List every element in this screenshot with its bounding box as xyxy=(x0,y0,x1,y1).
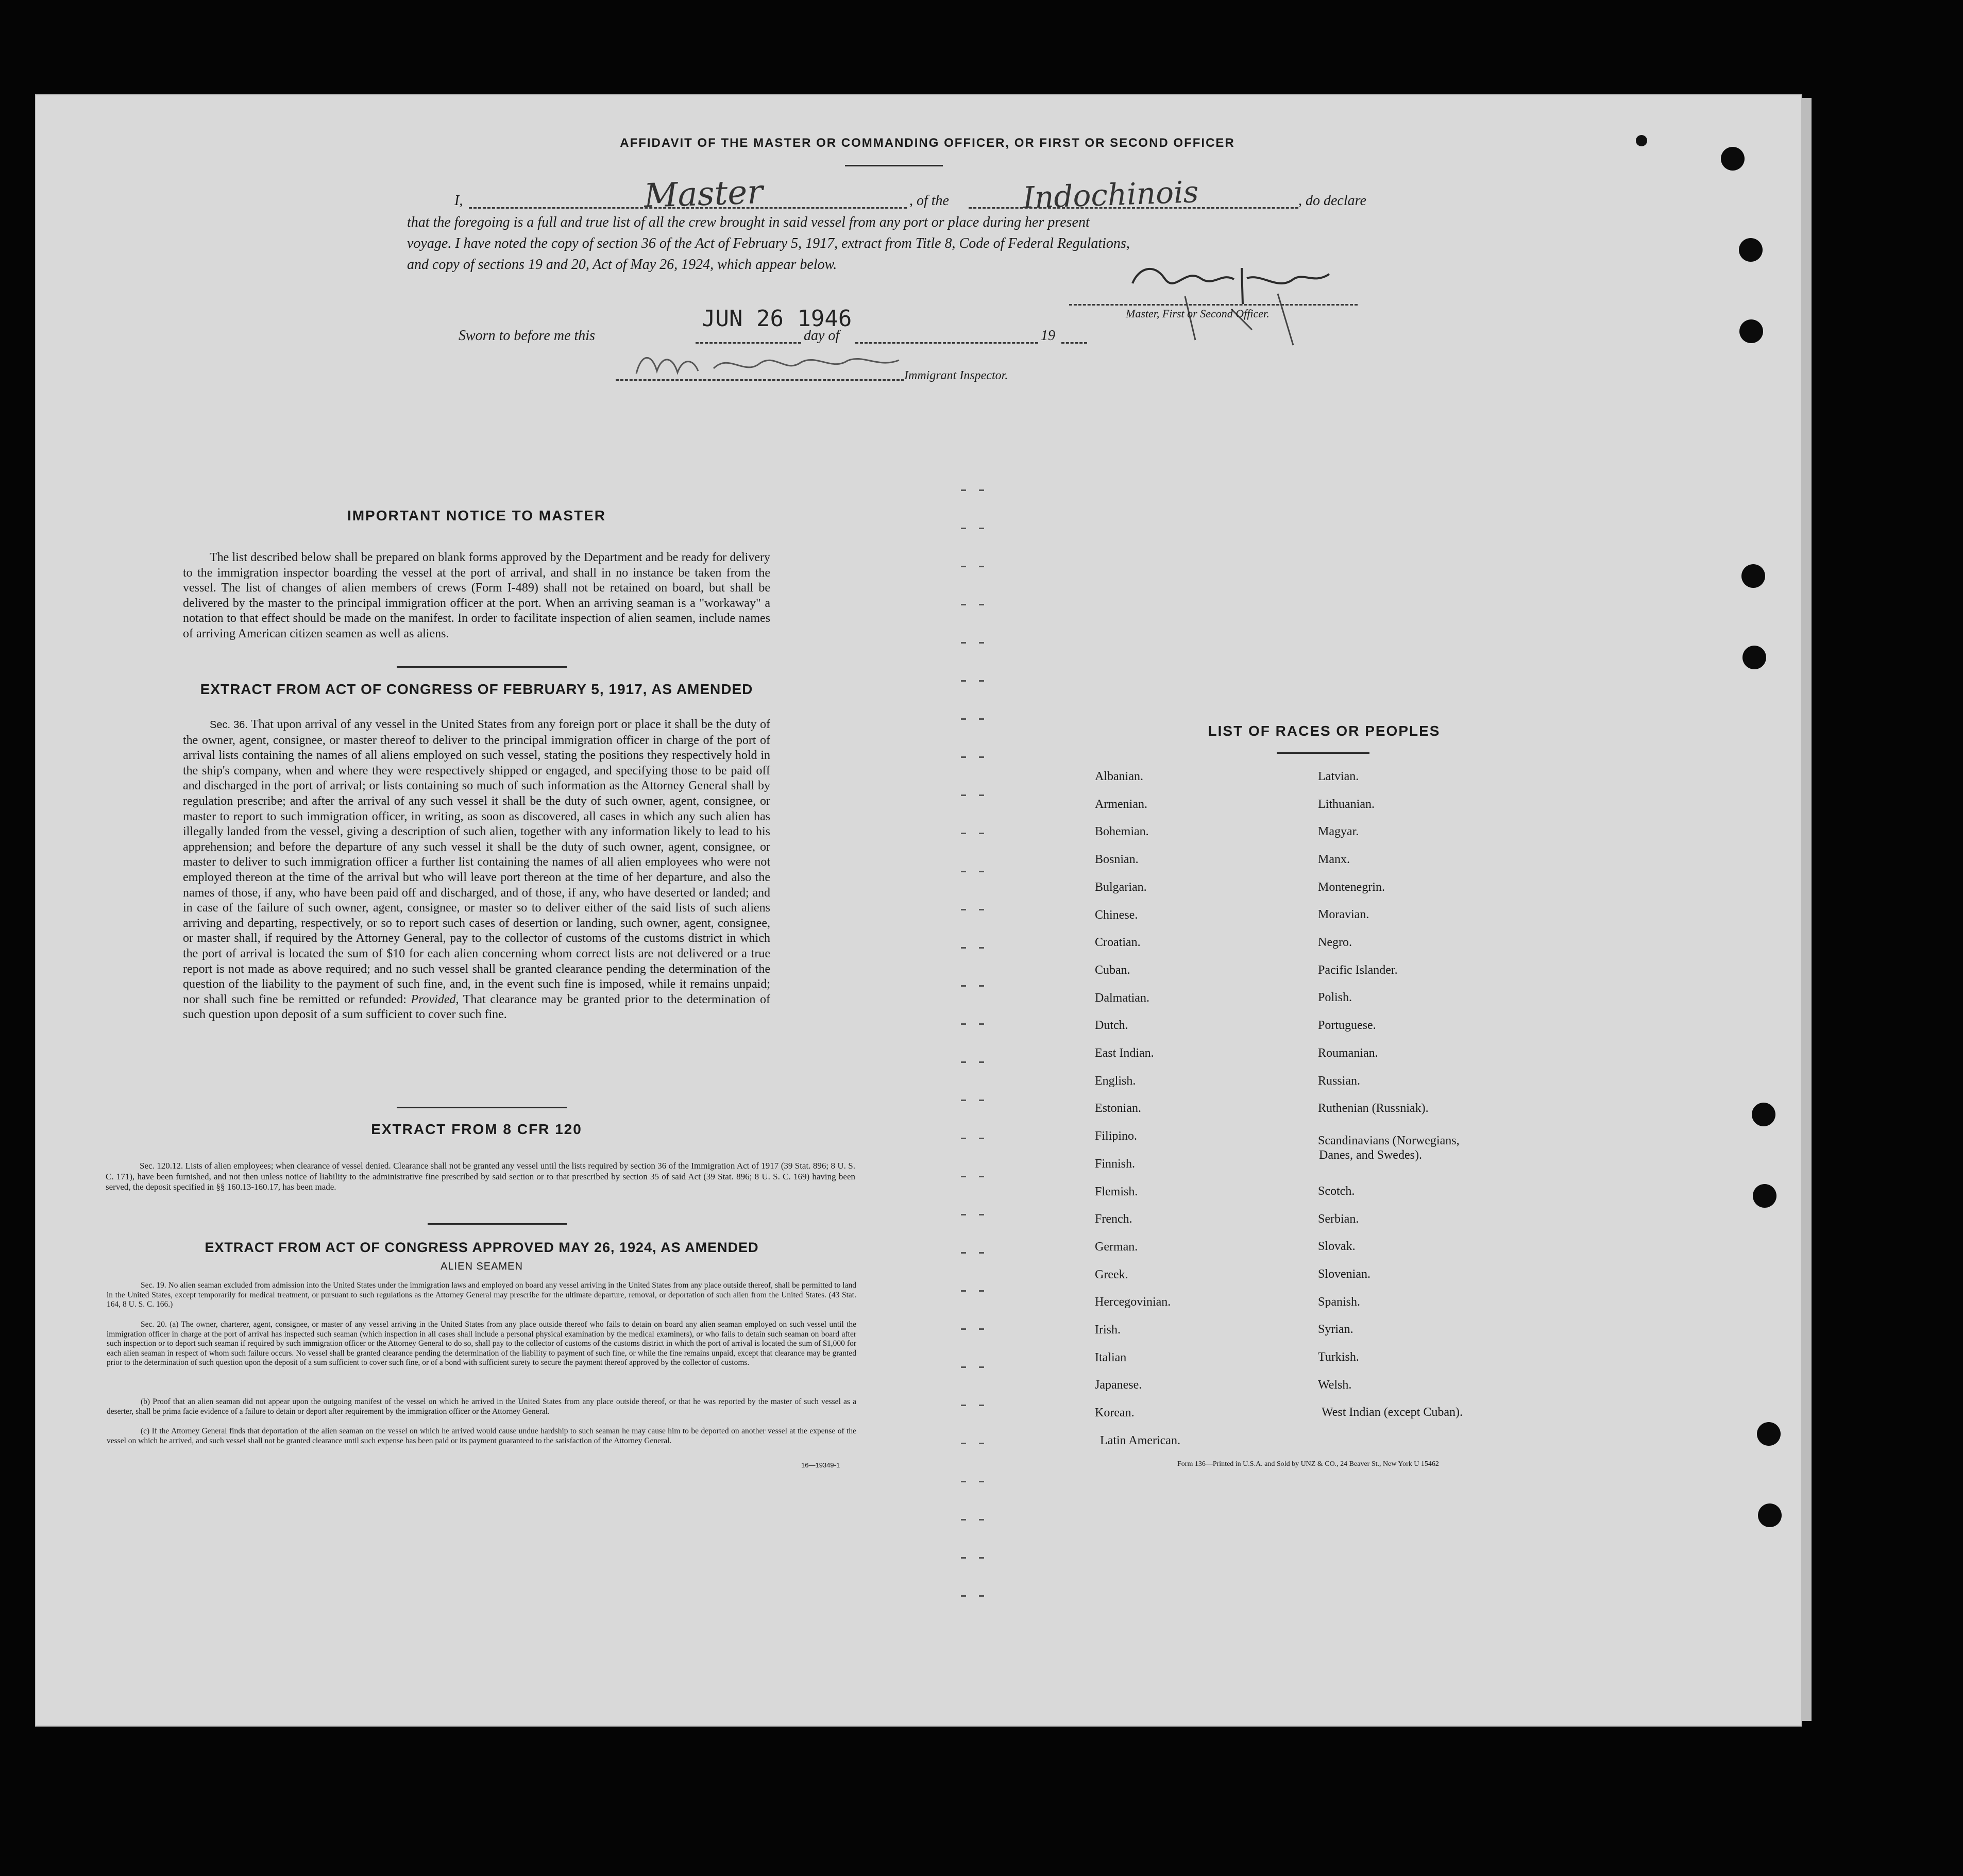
grid-dash xyxy=(961,756,966,758)
sec-20a-text: Sec. 20. (a) The owner, charterer, agent, consignee, or master of any vessel arriving in the United States from any place outside thereof who fails to detain on board any alien seaman employed on such vessel until the immigration officer in charge at the port of arrival has inspected such seaman (which inspection in all cases shall include a personal physical examination by the medical examiners), or who fails to detain such seaman on board after such inspection or to deport such seaman if required by such immigration officer or the Attorney General to do so, shall pay to the collector of customs of the customs district in which the port of arrival is located the sum of $1,000 for each alien seaman in respect of whom such failure occurs. No vessel shall be granted clearance pending the determination of the liability to payment of such fine, or while the fine remains unpaid, except that clearance may be granted prior to the determination of such question upon the deposit of a sum sufficient to cover such fine, or of a bond with sufficient surety to secure the payment thereof approved by the collector of customs. xyxy=(107,1320,856,1367)
grid-dash xyxy=(979,871,984,872)
section-rule xyxy=(397,1107,567,1108)
race-item: Ruthenian (Russniak). xyxy=(1318,1102,1429,1115)
grid-dash xyxy=(979,756,984,758)
race-item: French. xyxy=(1095,1212,1132,1226)
section-rule xyxy=(397,666,567,668)
grid-dash xyxy=(961,1138,966,1139)
grid-dash xyxy=(979,1366,984,1368)
grid-dash xyxy=(979,528,984,529)
officer-signature-label: Master, First or Second Officer. xyxy=(1126,307,1270,320)
grid-dash xyxy=(961,1443,966,1444)
grid-dash xyxy=(979,947,984,949)
form-number: 16—19349-1 xyxy=(801,1461,840,1469)
vessel-name-handwriting: Indochinois xyxy=(1022,174,1199,215)
race-item: Danes, and Swedes). xyxy=(1319,1148,1422,1162)
year-label: 19 xyxy=(1041,328,1055,344)
notice-text: The list described below shall be prepared on blank forms approved by the Department and be ready for delivery to the immigration inspector boarding the vessel at the port of arrival, and shall in no instance be taken from the vessel. The list of changes of alien members of crews (Form I-489) shall not be retained on board, but shall be delivered by the master to the principal immigration officer at the port. When an arriving seaman is a "workaway" a notation to that effect should be made on the manifest. In order to facilitate inspection of alien seamen, include names of arriving American citizen seamen as well as aliens. xyxy=(183,551,770,640)
sec-36-label: Sec. 36. xyxy=(210,719,248,731)
grid-dash xyxy=(961,1290,966,1292)
punch-hole xyxy=(1721,147,1745,171)
race-item: Filipino. xyxy=(1095,1129,1138,1143)
race-item: West Indian (except Cuban). xyxy=(1322,1406,1463,1419)
grid-dash xyxy=(979,833,984,834)
grid-dash xyxy=(979,1252,984,1254)
extract-cfr-title: EXTRACT FROM 8 CFR 120 xyxy=(371,1121,582,1137)
race-item: Russian. xyxy=(1318,1074,1361,1088)
grid-dash xyxy=(961,909,966,910)
race-item: Chinese. xyxy=(1095,908,1138,922)
statement-line-1: that the foregoing is a full and true list of all the crew brought in said vessel from any port or place during her present xyxy=(407,214,1090,230)
grid-dash xyxy=(961,947,966,949)
grid-dash xyxy=(961,1557,966,1559)
title-rule xyxy=(845,165,943,166)
race-item: Bosnian. xyxy=(1095,853,1139,867)
race-item: Montenegrin. xyxy=(1318,881,1385,894)
day-line xyxy=(696,342,801,344)
race-item: Irish. xyxy=(1095,1323,1121,1337)
race-item: Lithuanian. xyxy=(1318,798,1375,811)
punch-hole xyxy=(1753,1184,1776,1208)
race-item: Japanese. xyxy=(1095,1378,1142,1392)
printer-note: Form 136—Printed in U.S.A. and Sold by UNZ & CO., 24 Beaver St., New York U 15462 xyxy=(1177,1460,1439,1468)
race-item: Armenian. xyxy=(1095,797,1147,811)
race-item: Portuguese. xyxy=(1318,1019,1376,1032)
grid-dash xyxy=(979,604,984,605)
section-rule xyxy=(428,1223,567,1225)
sec-36-body: That upon arrival of any vessel in the United States from any foreign port or place it shall be the duty of the owner, agent, consignee, or master thereof to deliver to the principal immigration officer in charge of the port of arrival lists containing the names of all aliens employed on such vessel, stating the positions they respectively hold in the ship's company, when and where they were respectively shipped or engaged, and specifying those to be paid off and discharged in the port of arrival; or lists containing so much of such information as the Attorney General shall by regulation prescribe; and after the arrival of any such vessel it shall be the duty of such owner, agent, consignee, or master to report to such immigration officer, in writing, as soon as discovered, all cases in which any such alien has illegally landed from the vessel, giving a description of such alien, together with any information likely to lead to his apprehension; and before the departure of any such vessel it shall be the duty of such owner, agent, consignee, or master to deliver to such immigration officer a further list containing the names of all alien employees who were not employed thereon at the time of the arrival but who will leave port thereon at the time of her departure, and also the names of those, if any, who have been paid off and discharged, and of those, if any, who have deserted or landed; and in case of the failure of such owner, agent, consignee, or master so to deliver either of the said lists of such aliens arriving and departing, respectively, or so to report such cases of desertion or landing, such owner, agent, consignee, or master shall, if required by the Attorney General, pay to the collector of customs of the customs district in which the port of arrival is located the sum of $10 for each alien concerning whom correct lists are not delivered or a true report is not made as above required; and no such vessel shall be granted clearance pending the determination of the question of the liability to the payment of such fine, and, in the event such fine is imposed, while it remains unpaid; nor shall such fine be remitted or refunded: xyxy=(183,718,770,1006)
grid-dash xyxy=(979,1023,984,1025)
race-item: Serbian. xyxy=(1318,1212,1359,1226)
grid-dash xyxy=(961,680,966,682)
grid-dash xyxy=(979,1443,984,1444)
race-item: Spanish. xyxy=(1318,1295,1361,1309)
punch-hole xyxy=(1741,564,1765,588)
race-item: Latvian. xyxy=(1318,770,1359,783)
grid-dash xyxy=(979,1290,984,1292)
grid-dash xyxy=(979,1100,984,1101)
master-name-handwriting: Master xyxy=(643,173,764,216)
grid-dash xyxy=(979,680,984,682)
race-item: Slovenian. xyxy=(1318,1267,1370,1281)
race-item: Hercegovinian. xyxy=(1095,1295,1171,1309)
inspector-signature-line xyxy=(616,379,904,381)
grid-dash xyxy=(961,1214,966,1215)
year-line xyxy=(1061,342,1087,344)
race-item: Italian xyxy=(1095,1350,1127,1364)
race-item: German. xyxy=(1095,1240,1138,1254)
notice-title: IMPORTANT NOTICE TO MASTER xyxy=(347,508,606,523)
sec-20c-text: (c) If the Attorney General finds that deportation of the alien seaman on the vessel on which he arrived would cause undue hardship to such seaman he may cause him to be deported on another vessel at the expense of the vessel on which he arrived, and such vessel shall not be granted clearance until such expense has been paid or its payment guaranteed to the satisfaction of the Attorney General. xyxy=(107,1427,856,1445)
day-of-label: day of xyxy=(804,328,840,344)
grid-dash xyxy=(979,1214,984,1215)
grid-dash xyxy=(979,1138,984,1139)
race-item: Croatian. xyxy=(1095,936,1141,950)
officer-signature-line xyxy=(1069,304,1358,306)
race-item: Estonian. xyxy=(1095,1102,1141,1116)
statement-line-2: voyage. I have noted the copy of section 36 of the Act of February 5, 1917, extract from Title 8, Code of Federal Regulations, xyxy=(407,235,1130,251)
race-item: Dalmatian. xyxy=(1095,991,1149,1005)
races-title: LIST OF RACES OR PEOPLES xyxy=(1208,723,1441,739)
grid-dash xyxy=(961,642,966,644)
grid-dash xyxy=(961,1061,966,1063)
month-line xyxy=(855,342,1038,344)
race-item: Greek. xyxy=(1095,1267,1128,1281)
grid-dash xyxy=(979,1405,984,1406)
grid-dash xyxy=(961,1176,966,1177)
extract-cfr-text: Sec. 120.12. Lists of alien employees; when clearance of vessel denied. Clearance shall not be granted any vessel until the lists required by section 36 of the Immigration Act of 1917 (39 Stat. 896; 8 U. S. C. 171), have been furnished, and not then unless notice of liability to the administrative fine prescribed by said section or to that prescribed by section 35 of said Act (39 Stat. 896; 8 U. S. C. 169) having been served, the deposit specified in §§ 160.13-160.17, has been made. xyxy=(106,1161,855,1192)
grid-dash xyxy=(961,1328,966,1330)
ink-spot xyxy=(1636,135,1647,146)
race-item: Flemish. xyxy=(1095,1185,1138,1198)
race-item: Korean. xyxy=(1095,1406,1135,1420)
statement-line-3: and copy of sections 19 and 20, Act of May 26, 1924, which appear below. xyxy=(407,257,837,273)
of-the-label: , of the xyxy=(909,193,949,209)
grid-dash xyxy=(979,1176,984,1177)
grid-dash xyxy=(979,1481,984,1482)
race-item: Roumanian. xyxy=(1318,1046,1378,1060)
grid-dash xyxy=(961,1023,966,1025)
grid-dash xyxy=(979,1595,984,1597)
grid-dash xyxy=(961,489,966,491)
inspector-signature xyxy=(631,348,920,384)
race-item: Slovak. xyxy=(1318,1240,1356,1253)
affidavit-title: AFFIDAVIT OF THE MASTER OR COMMANDING OFFICER, OR FIRST OR SECOND OFFICER xyxy=(620,136,1235,150)
race-item: Turkish. xyxy=(1318,1350,1359,1364)
race-item: Albanian. xyxy=(1095,770,1143,783)
grid-dash xyxy=(979,489,984,491)
extract-1917-text xyxy=(183,717,770,1023)
grid-dash xyxy=(961,528,966,529)
grid-dash xyxy=(961,718,966,720)
sworn-label: Sworn to before me this xyxy=(459,328,595,344)
grid-dash xyxy=(979,795,984,796)
race-item: Latin American. xyxy=(1100,1433,1180,1447)
grid-dash xyxy=(961,566,966,567)
grid-dash xyxy=(979,909,984,910)
inspector-label: Immigrant Inspector. xyxy=(904,369,1008,382)
grid-dash xyxy=(979,642,984,644)
punch-hole xyxy=(1758,1503,1782,1527)
race-item: Welsh. xyxy=(1318,1378,1352,1392)
do-declare-label: , do declare xyxy=(1298,193,1366,209)
punch-hole xyxy=(1742,646,1766,669)
sheet-edge xyxy=(1802,98,1812,1721)
race-item: Manx. xyxy=(1318,853,1350,866)
grid-dash xyxy=(961,1481,966,1482)
grid-dash xyxy=(961,1366,966,1368)
sec-19-text: Sec. 19. No alien seaman excluded from admission into the United States under the immigration laws and employed on board any vessel arriving in the United States from any place outside thereof, shall be permitted to land in the United States, except temporarily for medical treatment, or pursuant to such regulations as the Attorney General may prescribe for the ultimate departure, removal, or deportation of such alien from the United States. (43 Stat. 164, 8 U. S. C. 166.) xyxy=(107,1281,856,1309)
race-item: Scotch. xyxy=(1318,1185,1355,1198)
proviso-label: Provided, xyxy=(411,992,459,1006)
race-item: Pacific Islander. xyxy=(1318,964,1398,977)
race-item: Negro. xyxy=(1318,936,1352,949)
grid-dash xyxy=(961,1405,966,1406)
proviso-text: That clearance may be granted prior to the determination of such question upon deposit of a sum sufficient to cover such fine. xyxy=(183,992,770,1022)
race-item: Syrian. xyxy=(1318,1323,1353,1336)
officer-signature xyxy=(1123,247,1340,366)
punch-hole xyxy=(1739,319,1763,343)
race-item: Finnish. xyxy=(1095,1157,1136,1171)
grid-dash xyxy=(979,1557,984,1559)
punch-hole xyxy=(1752,1103,1775,1126)
grid-dash xyxy=(979,1061,984,1063)
grid-dash xyxy=(979,718,984,720)
race-item: English. xyxy=(1095,1074,1136,1088)
grid-dash xyxy=(961,795,966,796)
grid-dash xyxy=(961,1519,966,1520)
extract-1924-title: EXTRACT FROM ACT OF CONGRESS APPROVED MAY 26, 1924, AS AMENDED xyxy=(205,1240,759,1255)
alien-seamen-subtitle: ALIEN SEAMEN xyxy=(441,1261,523,1272)
grid-dash xyxy=(979,566,984,567)
race-item: Dutch. xyxy=(1095,1019,1128,1033)
extract-1917-title: EXTRACT FROM ACT OF CONGRESS OF FEBRUARY 5, 1917, AS AMENDED xyxy=(200,681,753,697)
grid-dash xyxy=(979,985,984,987)
grid-dash xyxy=(979,1519,984,1520)
punch-hole xyxy=(1757,1422,1781,1446)
race-item: East Indian. xyxy=(1095,1046,1154,1060)
grid-dash xyxy=(961,1595,966,1597)
punch-hole xyxy=(1739,238,1763,262)
race-item: Polish. xyxy=(1318,991,1352,1004)
races-rule xyxy=(1277,752,1369,754)
race-item: Moravian. xyxy=(1318,908,1369,921)
grid-dash xyxy=(961,833,966,834)
sec-20b-text: (b) Proof that an alien seaman did not appear upon the outgoing manifest of the vessel on which he arrived in the United States from any place outside thereof, or that he was reported by the master of such vessel as a deserter, shall be prima facie evidence of a failure to detain or deport after requirement by the immigration officer or the Attorney General. xyxy=(107,1397,856,1416)
race-item: Magyar. xyxy=(1318,825,1359,838)
grid-dash xyxy=(961,871,966,872)
race-item: Scandinavians (Norwegians, xyxy=(1318,1134,1460,1147)
date-stamp: JUN 26 1946 xyxy=(702,306,852,332)
grid-dash xyxy=(961,1252,966,1254)
affidavit-i-label: I, xyxy=(454,193,463,209)
grid-dash xyxy=(979,1328,984,1330)
grid-dash xyxy=(961,985,966,987)
race-item: Bulgarian. xyxy=(1095,880,1147,894)
grid-dash xyxy=(961,1100,966,1101)
grid-dash xyxy=(961,604,966,605)
race-item: Cuban. xyxy=(1095,963,1130,977)
race-item: Bohemian. xyxy=(1095,825,1149,839)
